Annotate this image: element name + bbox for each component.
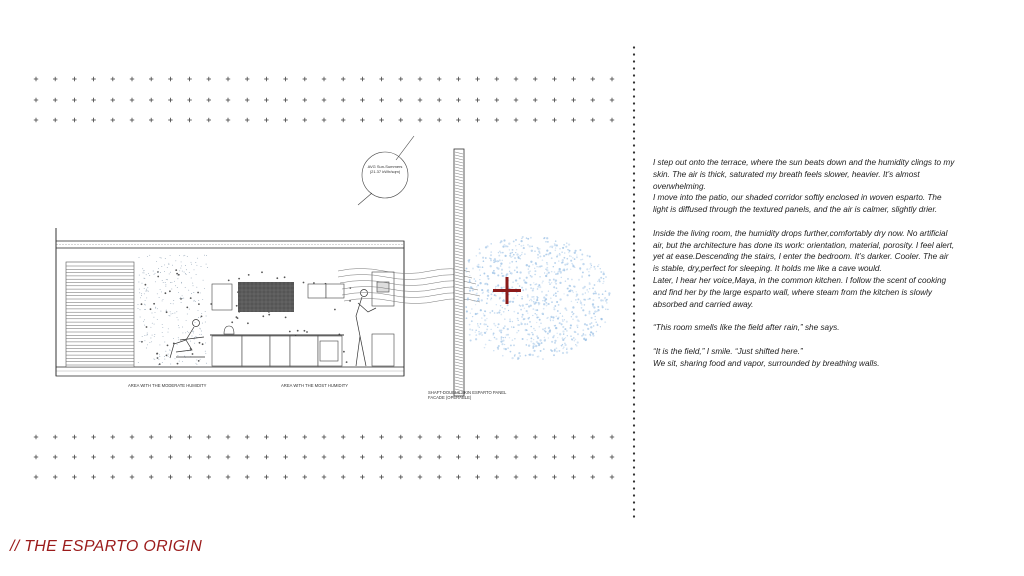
- exterior-humidity-cloud: [465, 236, 611, 360]
- dark-window: [238, 282, 294, 312]
- label-shaft-line1: SHAFT-DOUBLE SKIN ESPARTO PANEL: [428, 390, 507, 395]
- roof-slab: [56, 241, 404, 248]
- narrative-paragraph: We sit, sharing food and vapor, surrounded by breathing walls.: [653, 358, 880, 368]
- appliance-column: [372, 272, 394, 366]
- seated-person-figure: [170, 320, 205, 359]
- esparto-shaft-column: [454, 149, 464, 396]
- narrative-paragraph: Inside the living room, the humidity drops further,comfortably dry now. No artificial air, but the architecture has done its work: orientation, material, porosity. I feel alert, yet at ease.Descending the stairs, I enter the bedroom. It’s darker. Cooler. The air is stable, dry,perfect for sleeping. It holds me like a cave would.: [653, 228, 955, 274]
- sun-label-line2: (21.37 kWh/sqm): [369, 169, 401, 174]
- kitchen-lower-cabinets: [212, 336, 342, 366]
- narrative-text: [653, 157, 955, 369]
- page-title: // THE ESPARTO ORIGIN: [10, 538, 203, 555]
- kettle: [224, 326, 234, 334]
- label-shaft-line2: FACADE (OPERABLE): [428, 395, 472, 400]
- narrative-quote: “It is the field,” I smile. “Just shifted here.”: [653, 346, 803, 356]
- dotted-divider: [630, 44, 638, 522]
- label-shaft-facade: [428, 390, 506, 400]
- label-moderate-humidity: AREA WITH THE MODERATE HUMIDITY: [128, 383, 207, 388]
- floor-slab: [56, 367, 404, 376]
- narrative-quote: “This room smells like the field after rain,” she says.: [653, 323, 840, 333]
- sun-label-line1: AVG Sun-Summers: [367, 164, 403, 169]
- label-most-humidity: AREA WITH THE MOST HUMIDITY: [281, 383, 349, 388]
- sun-radiation-label: [364, 164, 406, 174]
- narrative-paragraph: I step out onto the terrace, where the sun beats down and the humidity clings to my skin. The air is thick, saturated my breath feels slower, heavier. It’s almost overwhelming.: [653, 158, 955, 191]
- stair-shutter-panel: [66, 262, 134, 367]
- narrative-paragraph: Later, I hear her voice,Maya, in the common kitchen. I follow the scent of cooking and find her by the large esparto wall, where steam from the kitchen is slowly absorbed and carried away.: [653, 275, 947, 309]
- narrative-paragraph: I move into the patio, our shaded corridor softly enclosed in woven esparto. The light is diffused through the textured panels, and the air is calmer, slightly drier.: [653, 193, 942, 215]
